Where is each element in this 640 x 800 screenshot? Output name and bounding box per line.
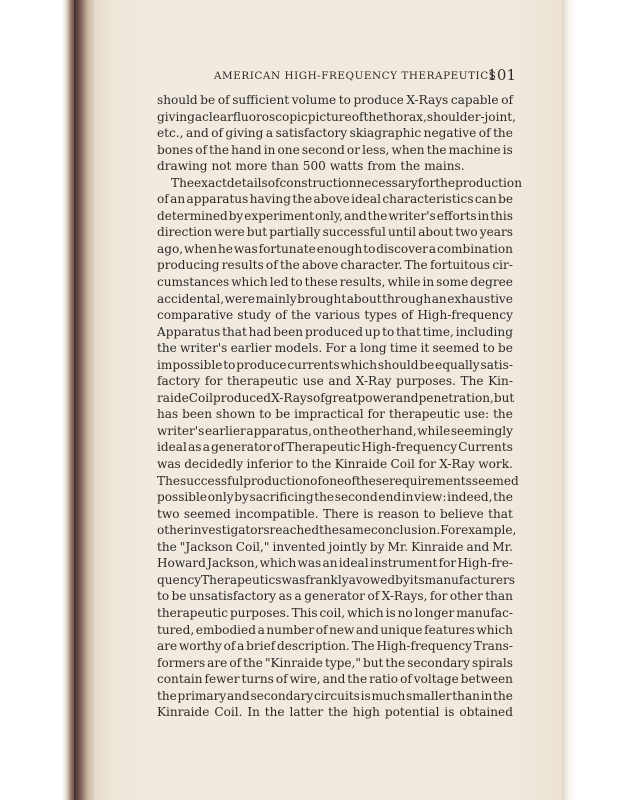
text-line: possible only by sacrificing the second end in view: indeed, the: [157, 490, 513, 505]
book-spine: [74, 0, 96, 800]
running-title: AMERICAN HIGH-FREQUENCY THERAPEUTICS: [214, 70, 497, 82]
text-line: should be of sufficient volume to produce X-Rays capable of: [157, 93, 513, 107]
text-line: Apparatus that had been produced up to that time, including: [157, 324, 513, 339]
text-line: bones of the hand in one second or less, when the machine is: [157, 142, 513, 157]
text-line: giving a clear fluoroscopic picture of the thorax, shoulder-joint,: [157, 109, 516, 124]
text-line: impossible to produce currents which should be equally satis-: [157, 357, 513, 372]
text-line: tured, embodied a number of new and unique features which: [157, 622, 513, 637]
text-line: The successful production of one of these requirements seemed: [157, 473, 519, 488]
text-line: two seemed incompatible. There is reason to believe that: [157, 506, 513, 521]
text-line: the "Jackson Coil," invented jointly by Mr. Kinraide and Mr.: [157, 539, 513, 554]
page-edge: [562, 0, 640, 800]
text-line: Kinraide Coil. In the latter the high potential is obtained: [157, 705, 513, 720]
text-line: determined by experiment only, and the writer's efforts in this: [157, 208, 513, 223]
text-line: formers are of the "Kinraide type," but the secondary spirals: [157, 655, 513, 670]
text-line: contain fewer turns of wire, and the ratio of voltage between: [157, 672, 513, 687]
text-line: writer's earlier apparatus, on the other hand, while seemingly: [157, 423, 513, 438]
page-number: 101: [487, 66, 516, 84]
text-line: quency Therapeutics was frankly avowed by its manufacturers: [157, 572, 515, 587]
page-header: [214, 66, 516, 84]
text-line: cumstances which led to these results, while in some degree: [157, 275, 513, 290]
text-line: of an apparatus having the above ideal characteristics can be: [157, 192, 513, 207]
text-line: Howard Jackson, which was an ideal instrument for High-fre-: [157, 556, 513, 571]
text-line: the writer's earlier models. For a long time it seemed to be: [157, 341, 513, 356]
text-line: to be unsatisfactory as a generator of X-Rays, for other than: [157, 589, 513, 604]
text-line: raide Coil produced X-Rays of great power and penetration, but: [157, 390, 515, 405]
text-line: comparative study of the various types of High-frequency: [157, 308, 513, 323]
text-line: factory for therapeutic use and X-Ray purposes. The Kin-: [157, 374, 513, 389]
body-text: [157, 92, 522, 721]
text-line: accidental, were mainly brought about through an exhaustive: [157, 291, 513, 306]
text-line: are worthy of a brief description. The High-frequency Trans-: [157, 639, 513, 654]
text-line: direction were but partially successful until about two years: [157, 225, 513, 240]
text-line: therapeutic purposes. This coil, which is no longer manufac-: [157, 605, 513, 620]
text-line: was decidedly inferior to the Kinraide Coil for X-Ray work.: [157, 457, 513, 472]
text-line: has been shown to be impractical for therapeutic use: the: [157, 407, 513, 422]
text-line: producing results of the above character. The fortuitous cir-: [157, 258, 513, 273]
text-line: etc., and of giving a satisfactory skiagraphic negative of the: [157, 126, 513, 141]
text-line: ago, when he was fortunate enough to discover a combination: [157, 241, 513, 256]
text-line: the primary and secondary circuits is much smaller than in the: [157, 688, 513, 703]
text-line: The exact details of construction necessary for the production: [171, 175, 522, 190]
scan-shadow: [0, 0, 78, 800]
text-line: other investigators reached the same conclusion. For example,: [157, 523, 517, 538]
text-line: drawing not more than 500 watts from the mains.: [157, 159, 465, 174]
text-line: ideal as a generator of Therapeutic High-frequency Currents: [157, 440, 513, 455]
